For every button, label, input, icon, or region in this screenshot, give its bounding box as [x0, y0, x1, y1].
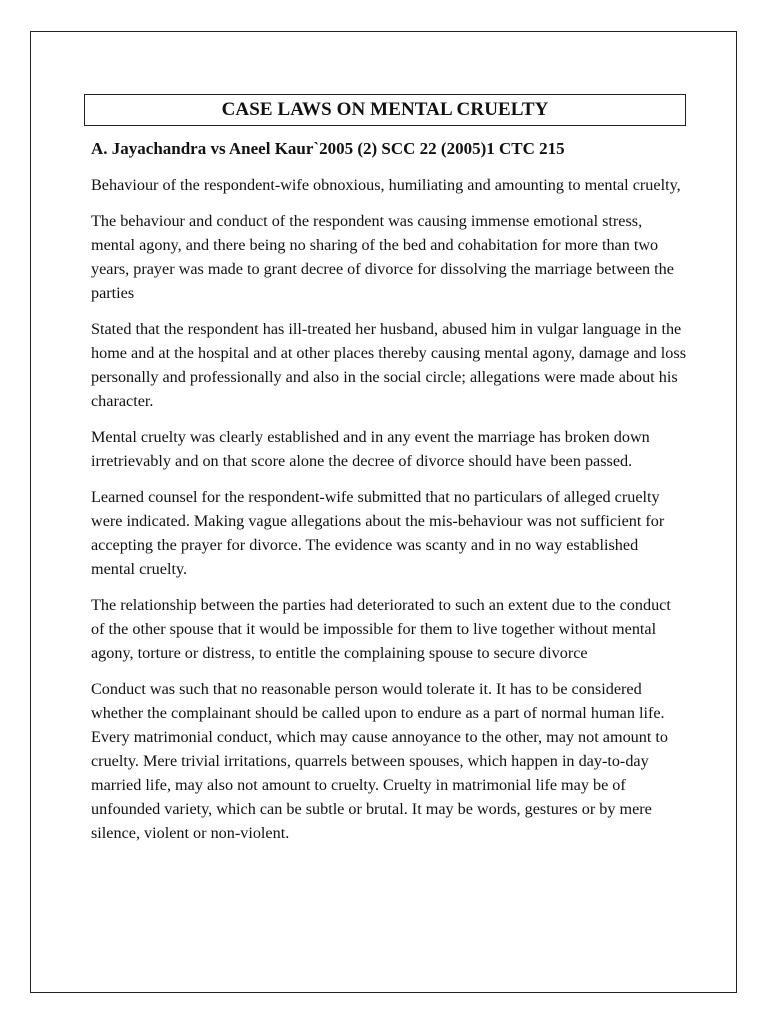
document-page	[30, 31, 737, 993]
paragraph: Conduct was such that no reasonable person would tolerate it. It has to be considered whether the complainant should be called upon to endure as a part of normal human life. Every matrimonial conduct, which may cause annoyance to the other, may not amount to cruelty. Mere trivial irritations, quarrels between spouses, which happen in day-to-day married life, may also not amount to cruelty. Cruelty in matrimonial life may be of unfounded variety, which can be subtle or brutal. It may be words, gestures or by mere silence, violent or non-violent.	[91, 680, 668, 842]
paragraph: Mental cruelty was clearly established and in any event the marriage has broken down irretrievably and on that score alone the decree of divorce should have been passed.	[91, 428, 650, 470]
paragraph: The behaviour and conduct of the respondent was causing immense emotional stress, mental agony, and there being no sharing of the bed and cohabitation for more than two years, prayer was made to grant decree of divorce for dissolving the marriage between the parties	[91, 212, 674, 302]
document-title: CASE LAWS ON MENTAL CRUELTY	[84, 94, 686, 126]
case-title: A. Jayachandra vs Aneel Kaur`2005 (2) SCC 22 (2005)1 CTC 215	[91, 139, 565, 158]
paragraph: The relationship between the parties had deteriorated to such an extent due to the conduct of the other spouse that it would be impossible for them to live together without mental agony, torture or distress, to entitle the complaining spouse to secure divorce	[91, 596, 671, 662]
paragraph: Stated that the respondent has ill-treated her husband, abused him in vulgar language in the home and at the hospital and at other places thereby causing mental agony, damage and loss personally and professionally and also in the social circle; allegations were made about his character.	[91, 320, 687, 410]
document-body	[91, 137, 686, 857]
paragraph: Behaviour of the respondent-wife obnoxious, humiliating and amounting to mental cruelty,	[91, 176, 681, 194]
paragraph: Learned counsel for the respondent-wife submitted that no particulars of alleged cruelty were indicated. Making vague allegations about the mis-behaviour was not sufficient for accepting the prayer for divorce. The evidence was scanty and in no way established mental cruelty.	[91, 488, 665, 578]
